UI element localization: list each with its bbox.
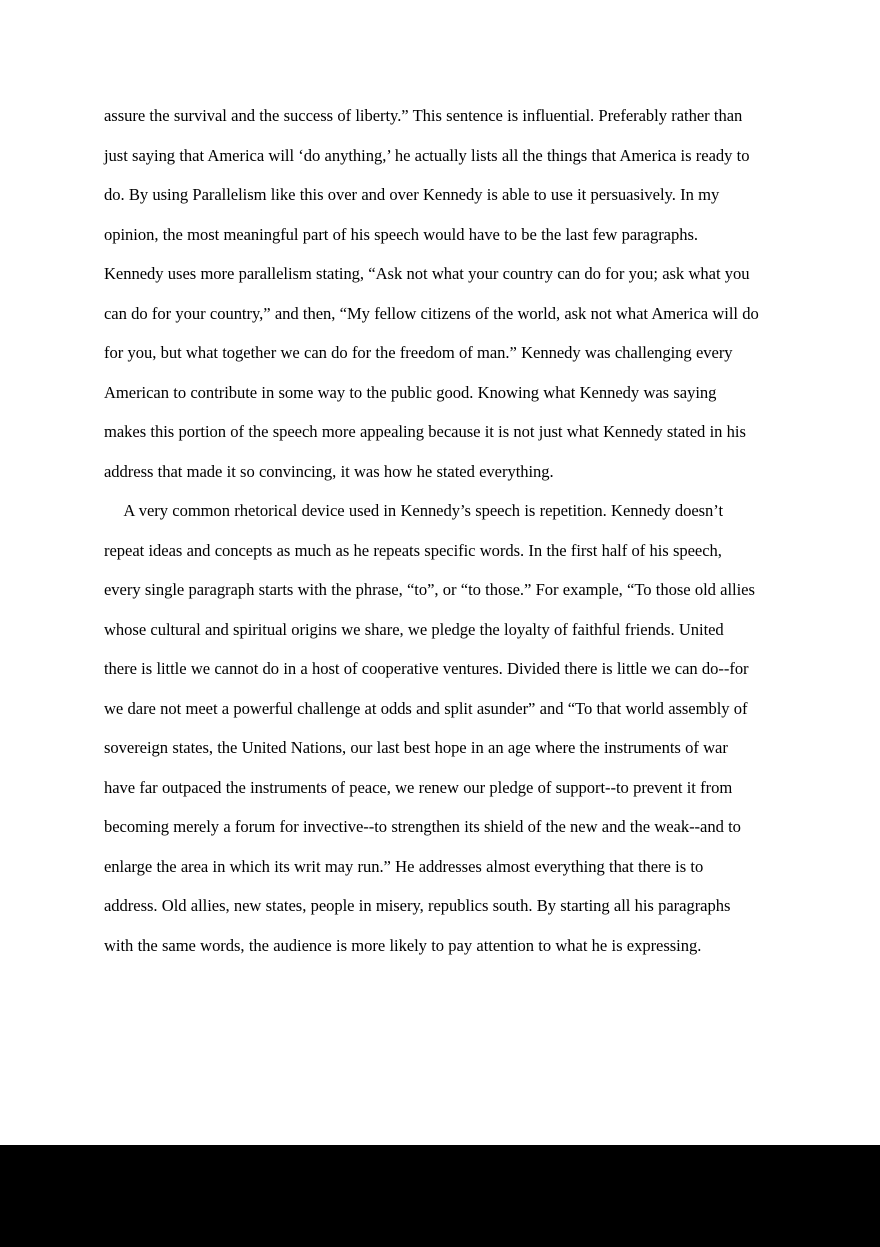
body-paragraph-repetition: A very common rhetorical device used in Kennedy’s speech is repetition. Kennedy doesn’t repeat ideas and concepts as much as he repeats specific words. In the first half of his speech, every single paragraph starts with the phrase, “to”, or “to those.” For example, “To those old allies whose cultural and spiritual origins we share, we pledge the loyalty of faithful friends. United there is little we cannot do in a host of cooperative ventures. Divided there is little we can do--for we dare not meet a powerful challenge at odds and split asunder” and “To that world assembly of sovereign states, the United Nations, our last best hope in an age where the instruments of war have far outpaced the instruments of peace, we renew our pledge of support--to prevent it from becoming merely a forum for invective--to strengthen its shield of the new and the weak--and to enlarge the area in which its writ may run.” He addresses almost everything that there is to address. Old allies, new states, people in misery, republics south. By starting all his paragraphs with the same words, the audience is more likely to pay attention to what he is expressing. bbox=[104, 501, 755, 955]
bottom-black-band bbox=[0, 1145, 880, 1247]
body-paragraph-continued: assure the survival and the success of liberty.” This sentence is influential. Preferably rather than just saying that America will ‘do anything,’ he actually lists all the things that America is ready to do. By using Parallelism like this over and over Kennedy is able to use it persuasively. In my opinion, the most meaningful part of his speech would have to be the last few paragraphs. Kennedy uses more parallelism stating, “Ask not what your country can do for you; ask what you can do for your country,” and then, “My fellow citizens of the world, ask not what America will do for you, but what together we can do for the freedom of man.” Kennedy was challenging every American to contribute in some way to the public good. Knowing what Kennedy was saying makes this portion of the speech more appealing because it is not just what Kennedy stated in his address that made it so convincing, it was how he stated everything. bbox=[104, 106, 759, 481]
document-body-text bbox=[104, 96, 780, 965]
